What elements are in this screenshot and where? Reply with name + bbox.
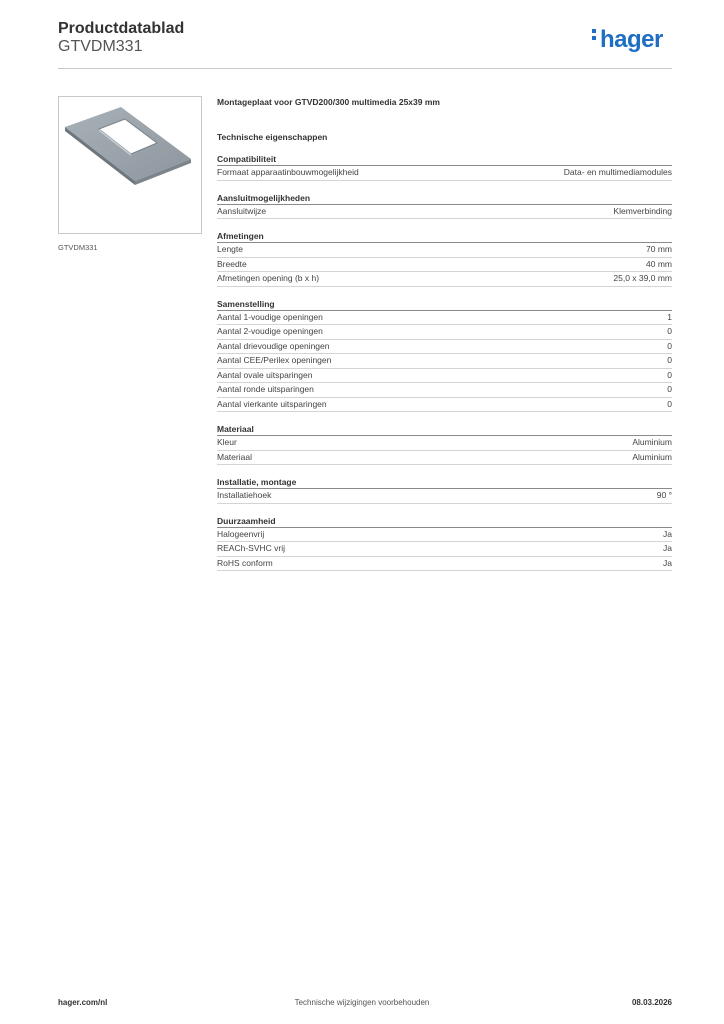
technical-properties-title: Technische eigenschappen xyxy=(217,132,328,142)
spec-section xyxy=(217,230,672,287)
spec-value: Data- en multimediamodules xyxy=(563,167,672,177)
header-divider xyxy=(58,68,672,69)
spec-section xyxy=(217,423,672,465)
section-title: Samenstelling xyxy=(217,298,672,311)
spec-row xyxy=(217,258,672,273)
spec-row xyxy=(217,489,672,504)
spec-section xyxy=(217,192,672,220)
spec-row xyxy=(217,205,672,220)
spec-value: Ja xyxy=(663,528,672,539)
spec-row xyxy=(217,311,672,326)
spec-sections xyxy=(217,153,672,571)
spec-label: Aantal CEE/Perilex openingen xyxy=(217,355,332,365)
spec-value: 0 xyxy=(667,398,672,409)
spec-section xyxy=(217,153,672,181)
spec-value: Ja xyxy=(663,557,672,568)
spec-label: Materiaal xyxy=(217,451,252,462)
spec-label: REACh-SVHC vrij xyxy=(217,543,286,553)
spec-label: Installatiehoek xyxy=(217,490,272,500)
spec-row xyxy=(217,325,672,340)
spec-content xyxy=(217,96,672,571)
spec-row xyxy=(217,354,672,369)
spec-value: 70 mm xyxy=(646,244,672,254)
spec-row xyxy=(217,166,672,181)
spec-label: Breedte xyxy=(217,258,247,269)
spec-row xyxy=(217,528,672,543)
product-title: Montageplaat voor GTVD200/300 multimedia 25x39 mm xyxy=(217,97,440,107)
spec-row xyxy=(217,557,672,572)
spec-label: Aantal ovale uitsparingen xyxy=(217,369,313,380)
spec-row xyxy=(217,272,672,287)
footer-date: 08.03.2026 xyxy=(631,998,672,1007)
spec-row xyxy=(217,451,672,466)
section-title: Aansluitmogelijkheden xyxy=(217,192,672,205)
image-caption: GTVDM331 xyxy=(58,243,98,252)
section-title: Materiaal xyxy=(217,423,672,436)
mounting-plate-image xyxy=(59,97,201,233)
product-image xyxy=(58,96,202,234)
spec-label: Aansluitwijze xyxy=(217,205,267,216)
spec-row xyxy=(217,340,672,355)
spec-row xyxy=(217,436,672,451)
logo-text: hager xyxy=(600,26,663,53)
spec-label: Kleur xyxy=(217,437,237,447)
spec-label: Aantal ronde uitsparingen xyxy=(217,384,314,394)
section-title: Compatibiliteit xyxy=(217,153,672,166)
logo-dots-icon xyxy=(592,29,598,43)
spec-value: 0 xyxy=(667,369,672,380)
spec-value: 90 ° xyxy=(656,490,672,500)
hager-logo xyxy=(592,26,663,54)
spec-value: 40 mm xyxy=(646,258,672,269)
spec-value: Aluminium xyxy=(632,451,672,462)
spec-row xyxy=(217,369,672,384)
spec-value: 1 xyxy=(667,311,672,322)
spec-row xyxy=(217,383,672,398)
spec-label: Aantal 1-voudige openingen xyxy=(217,311,323,322)
spec-section xyxy=(217,515,672,572)
spec-label: Afmetingen opening (b x h) xyxy=(217,273,320,283)
spec-label: RoHS conform xyxy=(217,557,273,568)
page-title: Productdatablad xyxy=(58,20,185,37)
spec-label: Aantal vierkante uitsparingen xyxy=(217,398,327,409)
spec-value: 0 xyxy=(667,384,672,394)
spec-value: Klemverbinding xyxy=(613,205,672,216)
spec-section xyxy=(217,476,672,504)
spec-row xyxy=(217,542,672,557)
footer-disclaimer: Technische wijzigingen voorbehouden xyxy=(294,998,430,1007)
spec-value: Ja xyxy=(663,543,672,553)
section-title: Installatie, montage xyxy=(217,476,672,489)
spec-label: Lengte xyxy=(217,244,243,254)
spec-row xyxy=(217,243,672,258)
spec-label: Halogeenvrij xyxy=(217,528,265,539)
spec-value: 0 xyxy=(667,340,672,351)
spec-label: Aantal drievoudige openingen xyxy=(217,340,330,351)
spec-value: 0 xyxy=(667,326,672,336)
spec-label: Aantal 2-voudige openingen xyxy=(217,326,323,336)
spec-value: Aluminium xyxy=(632,437,672,447)
product-code: GTVDM331 xyxy=(58,38,143,55)
section-title: Duurzaamheid xyxy=(217,515,672,528)
spec-row xyxy=(217,398,672,413)
footer-website[interactable]: hager.com/nl xyxy=(58,998,108,1007)
spec-value: 0 xyxy=(667,355,672,365)
section-title: Afmetingen xyxy=(217,230,672,243)
spec-label: Formaat apparaatinbouwmogelijkheid xyxy=(217,167,359,177)
spec-value: 25,0 x 39,0 mm xyxy=(613,273,672,283)
spec-section xyxy=(217,298,672,413)
